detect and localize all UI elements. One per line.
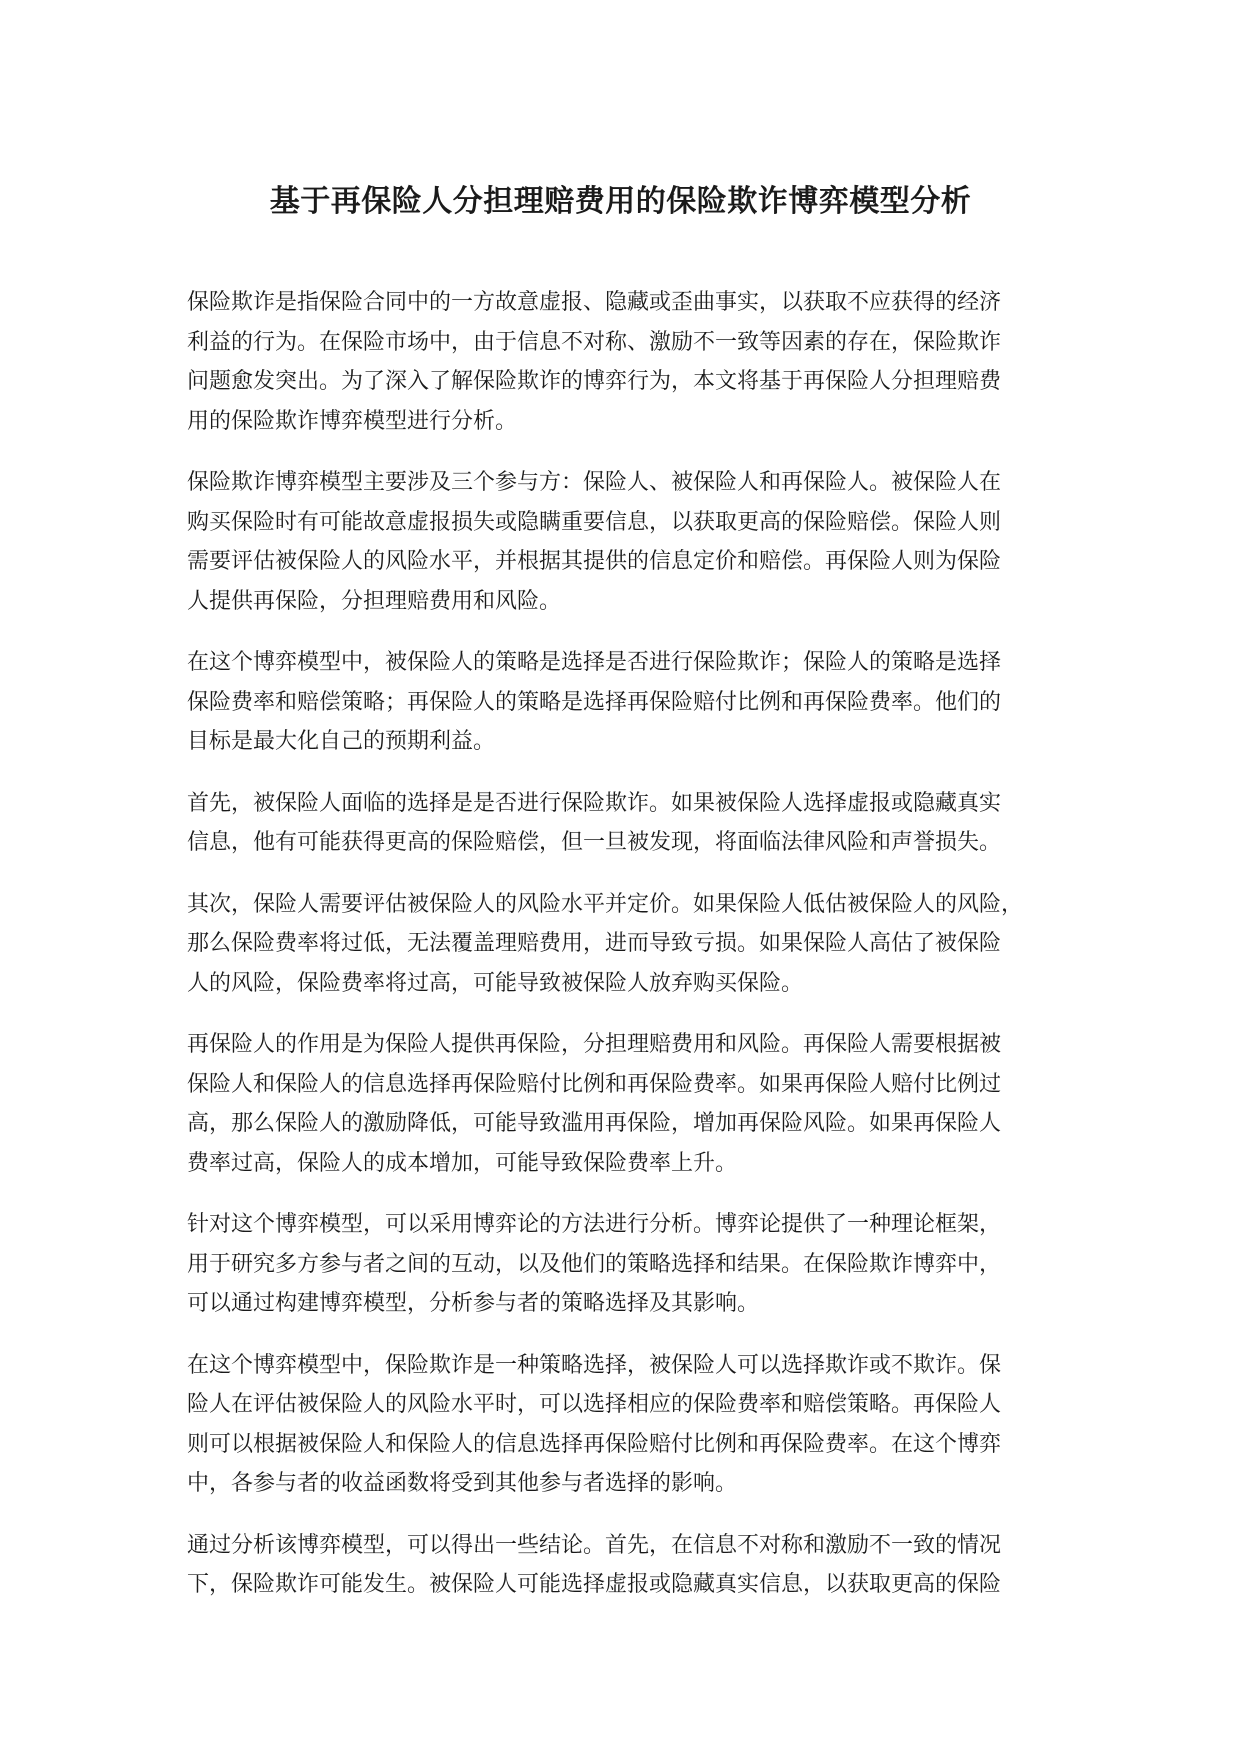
paragraph-8	[187, 1346, 1067, 1504]
text-line: 用的保险欺诈博弈模型进行分析。	[187, 408, 518, 434]
text-line: 首先，被保险人面临的选择是是否进行保险欺诈。如果被保险人选择虚报或隐藏真实	[187, 790, 1002, 816]
paragraph-6	[187, 1025, 1067, 1183]
paragraph-1	[187, 283, 1067, 441]
text-line: 人提供再保险，分担理赔费用和风险。	[187, 588, 562, 614]
text-line: 在这个博弈模型中，保险欺诈是一种策略选择，被保险人可以选择欺诈或不欺诈。保	[187, 1352, 1002, 1378]
text-line: 下，保险欺诈可能发生。被保险人可能选择虚报或隐藏真实信息，以获取更高的保险	[187, 1572, 1002, 1597]
text-line: 再保险人的作用是为保险人提供再保险，分担理赔费用和风险。再保险人需要根据被	[187, 1032, 1002, 1057]
paragraph-7	[187, 1205, 1067, 1324]
text-line: 险人在评估被保险人的风险水平时，可以选择相应的保险费率和赔偿策略。再保险人	[187, 1392, 1002, 1417]
text-line: 保险欺诈是指保险合同中的一方故意虚报、隐藏或歪曲事实，以获取不应获得的经济	[187, 290, 1002, 315]
text-line: 中，各参与者的收益函数将受到其他参与者选择的影响。	[187, 1471, 738, 1496]
text-line: 保险费率和赔偿策略；再保险人的策略是选择再保险赔付比例和再保险费率。他们的	[187, 689, 1002, 715]
text-line: 目标是最大化自己的预期利益。	[187, 729, 496, 754]
text-line: 利益的行为。在保险市场中，由于信息不对称、激励不一致等因素的存在，保险欺诈	[187, 329, 1002, 355]
document-body	[187, 283, 1067, 1627]
text-line: 其次，保险人需要评估被保险人的风险水平并定价。如果保险人低估被保险人的风险，	[187, 891, 1024, 917]
text-line: 信息，他有可能获得更高的保险赔偿，但一旦被发现，将面临法律风险和声誉损失。	[187, 830, 1002, 855]
paragraph-4	[187, 784, 1067, 863]
text-line: 则可以根据被保险人和保险人的信息选择再保险赔付比例和再保险费率。在这个博弈	[187, 1431, 1002, 1457]
text-line: 需要评估被保险人的风险水平，并根据其提供的信息定价和赔偿。再保险人则为保险	[187, 549, 1002, 574]
text-line: 人的风险，保险费率将过高，可能导致被保险人放弃购买保险。	[187, 970, 804, 996]
paragraph-2	[187, 463, 1067, 621]
document-title: 基于再保险人分担理赔费用的保险欺诈博弈模型分析	[269, 184, 972, 219]
text-line: 保险欺诈博弈模型主要涉及三个参与方：保险人、被保险人和再保险人。被保险人在	[187, 470, 1002, 495]
paragraph-9	[187, 1526, 1067, 1605]
text-line: 可以通过构建博弈模型，分析参与者的策略选择及其影响。	[187, 1291, 760, 1316]
text-line: 高，那么保险人的激励降低，可能导致滥用再保险，增加再保险风险。如果再保险人	[187, 1111, 1002, 1136]
text-line: 针对这个博弈模型，可以采用博弈论的方法进行分析。博弈论提供了一种理论框架，	[187, 1212, 1002, 1237]
text-line: 在这个博弈模型中，被保险人的策略是选择是否进行保险欺诈；保险人的策略是选择	[187, 650, 1002, 675]
paragraph-3	[187, 643, 1067, 762]
text-line: 保险人和保险人的信息选择再保险赔付比例和再保险费率。如果再保险人赔付比例过	[187, 1071, 1002, 1097]
text-line: 费率过高，保险人的成本增加，可能导致保险费率上升。	[187, 1150, 738, 1176]
text-line: 通过分析该博弈模型，可以得出一些结论。首先，在信息不对称和激励不一致的情况	[187, 1532, 1002, 1558]
text-line: 那么保险费率将过低，无法覆盖理赔费用，进而导致亏损。如果保险人高估了被保险	[187, 931, 1002, 956]
text-line: 问题愈发突出。为了深入了解保险欺诈的博弈行为，本文将基于再保险人分担理赔费	[187, 369, 1002, 394]
text-line: 用于研究多方参与者之间的互动，以及他们的策略选择和结果。在保险欺诈博弈中，	[187, 1251, 1002, 1277]
paragraph-5	[187, 885, 1067, 1004]
text-line: 购买保险时有可能故意虚报损失或隐瞒重要信息，以获取更高的保险赔偿。保险人则	[187, 509, 1002, 535]
